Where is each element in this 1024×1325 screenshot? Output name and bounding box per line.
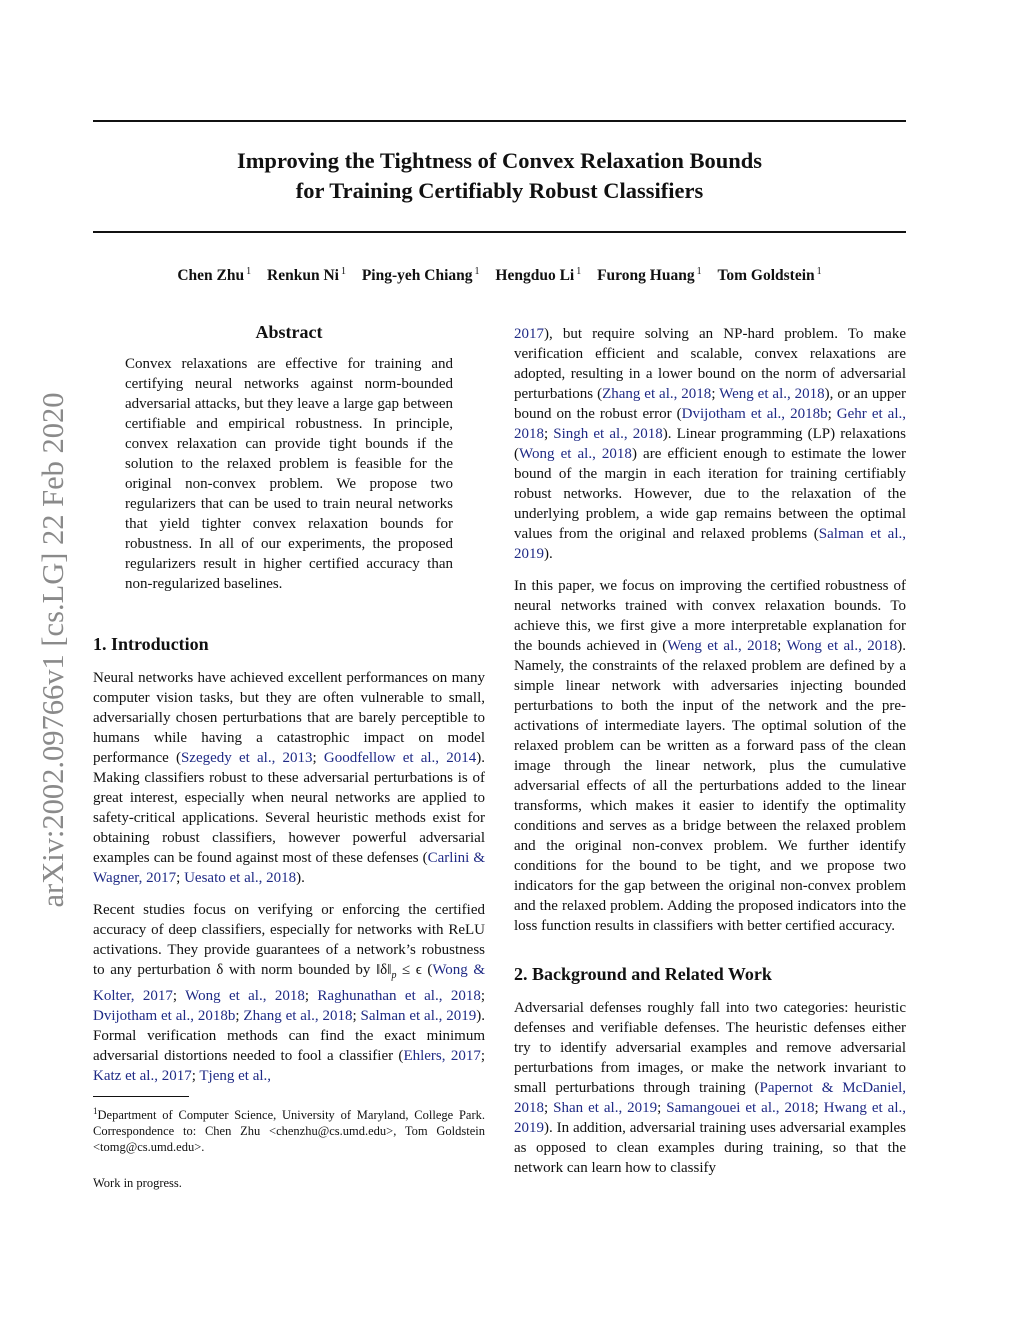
top-rule (93, 120, 906, 122)
citation-link[interactable]: Wong & Kolter, 2017 (93, 962, 485, 1004)
citation-link[interactable]: Samangouei et al., 2018 (666, 1100, 815, 1116)
author (177, 267, 251, 284)
left-column (93, 320, 485, 1191)
text: ). Making classifiers robust to these adversarial perturbations is of great interest, especially when neural networks are applied to safety-critical applications. Several heuristic methods exist for obtaining robust classifiers, however powerful adversarial examples can be found against most of these defenses ( (93, 750, 485, 866)
text: ). (296, 870, 305, 886)
citation-link[interactable]: Papernot & McDaniel, 2018 (514, 1080, 906, 1116)
affiliation-mark: 1 (696, 266, 702, 277)
text: ; (544, 426, 554, 442)
text: ; (777, 638, 787, 654)
intro-paragraph-1 (93, 668, 485, 888)
text: ; (814, 1100, 824, 1116)
norm-subscript: p (391, 970, 397, 981)
text: Recent studies focus on verifying or enforcing the certified accuracy of deep classifiers, especially for networks with ReLU activations. They provide guarantees of a network’s robustness to any perturbation δ with norm bounded by ‖δ‖ (93, 902, 485, 978)
intro-heading: 1. Introduction (93, 634, 209, 654)
affiliation-mark: 1 (340, 266, 346, 277)
text: ). Linear programming (LP) relaxations ( (514, 426, 906, 462)
text: ; (191, 1068, 200, 1084)
text: ; (176, 870, 185, 886)
citation-link[interactable]: Carlini & Wagner, 2017 (93, 850, 485, 886)
citation-link[interactable]: Singh et al., 2018 (553, 426, 663, 442)
text: ). Formal verification methods can find the exact minimum adversarial distortions needed to fool a classifier ( (93, 1008, 485, 1064)
right-column (514, 324, 906, 1178)
citation-link[interactable]: Salman et al., 2019 (360, 1008, 477, 1024)
citation-link[interactable]: Wong et al., 2018 (185, 988, 305, 1004)
text: ). (544, 546, 553, 562)
text: ≤ ϵ ( (396, 962, 433, 978)
citation-link[interactable]: Gehr et al., 2018 (514, 406, 907, 442)
text: ), or an upper bound on the robust error ( (514, 386, 906, 422)
citation-link[interactable]: Szegedy et al., 2013 (180, 750, 313, 766)
right-paragraph-3 (514, 998, 906, 1178)
footnote-rule (93, 1096, 189, 1097)
text: ). In addition, adversarial training uses adversarial examples as opposed to clean examples during training, so that the network can learn how to classify (514, 1120, 906, 1176)
citation-link[interactable]: Raghunathan et al., 2018 (317, 988, 481, 1004)
footnote (93, 1103, 485, 1155)
text: ). Namely, the constraints of the relaxed problem are defined by a simple linear network with adversaries injecting bounded perturbations to both the input of the network and the pre-activations of intermediate layers. The optimal solution of the relaxed problem can be written as a forward pass of the clean image through the linear network, plus the cumulative adversarial effects of all the perturbations added to the linear transforms, which makes it easier to identify the optimality conditions and serves as a bridge between the relaxed problem and the original non-convex problem. We further identify conditions for the bound to be tight, and we propose two indicators for the gap between the original non-convex problem and the relaxed problem. Adding the proposed indicators into the loss function results in classifiers with better certified accuracy. (514, 638, 906, 934)
citation-link[interactable]: Salman et al., 2019 (514, 526, 906, 562)
text: In this paper, we focus on improving the certified robustness of neural networks trained with convex relaxation bounds. To achieve this, we first give a more interpretable explanation for the bounds achieved in ( (514, 578, 906, 654)
footnote-mark: 1 (93, 1106, 98, 1116)
abstract-heading: Abstract (255, 322, 323, 342)
citation-link[interactable]: 2017 (514, 326, 544, 342)
paper-title (93, 146, 906, 206)
text: ; (544, 1100, 554, 1116)
citation-link[interactable]: Dvijotham et al., 2018b (93, 1008, 236, 1024)
citation-link[interactable]: Shan et al., 2019 (553, 1100, 658, 1116)
text: ; (312, 750, 324, 766)
author-name: Hengduo Li (495, 267, 575, 285)
author-name: Furong Huang (597, 267, 695, 285)
text: ; (304, 988, 318, 1004)
text: ; (352, 1008, 361, 1024)
text: ; (235, 1008, 244, 1024)
affiliation-mark: 1 (576, 266, 582, 277)
text: ; (480, 988, 485, 1004)
author (495, 267, 581, 284)
author (597, 267, 701, 284)
text: ), but require solving an NP-hard problem. To make verification efficient and scalable, convex relaxations are adopted, resulting in a lower bound on the norm of adversarial perturbations ( (514, 326, 906, 402)
citation-link[interactable]: Hwang et al., 2019 (514, 1100, 906, 1136)
right-paragraph-2 (514, 576, 906, 936)
citation-link[interactable]: Dvijotham et al., 2018b (681, 406, 828, 422)
citation-link[interactable]: Zhang et al., 2018 (243, 1008, 353, 1024)
right-paragraph-1 (514, 324, 906, 564)
citation-link[interactable]: Ehlers, 2017 (403, 1048, 481, 1064)
citation-link[interactable]: Tjeng et al., (199, 1068, 272, 1084)
work-in-progress-note: Work in progress. (93, 1176, 182, 1191)
affiliation-mark: 1 (246, 266, 252, 277)
text: ; (657, 1100, 667, 1116)
title-line-1: Improving the Tightness of Convex Relaxation Bounds (236, 148, 763, 173)
text: ; (827, 406, 837, 422)
citation-link[interactable]: Weng et al., 2018 (667, 638, 778, 654)
citation-link[interactable]: Goodfellow et al., 2014 (323, 750, 477, 766)
affiliation-mark: 1 (816, 266, 822, 277)
author (717, 267, 821, 284)
author (267, 267, 346, 284)
text: Neural networks have achieved excellent performances on many computer vision tasks, but they are often vulnerable to small, adversarially chosen perturbations that are barely perceptible to humans while having a catastrophic impact on model performance ( (93, 670, 485, 766)
citation-link[interactable]: Zhang et al., 2018 (602, 386, 712, 402)
author-name: Tom Goldstein (717, 267, 815, 285)
author-name: Renkun Ni (267, 267, 339, 285)
text: ; (711, 386, 720, 402)
citation-link[interactable]: Uesato et al., 2018 (184, 870, 297, 886)
bottom-rule (93, 231, 906, 233)
author-list (93, 266, 906, 285)
text: Adversarial defenses roughly fall into two categories: heuristic defenses and verifiable defenses. The heuristic defenses either try to identify adversarial examples and remove adversarial perturbations from images, or make the network invariant to small perturbations through training ( (514, 1000, 906, 1096)
abstract-text: Convex relaxations are effective for training and certifying neural networks against norm-bounded adversarial attacks, but they leave a large gap between certifiable and empirical robustness. In principle, convex relaxation can provide tight bounds if the solution to the relaxed problem is feasible for the original non-convex problem. We propose two regularizers that can be used to train neural networks that yield tighter convex relaxation bounds for robustness. In all of our experiments, the proposed regularizers result in higher certified accuracy than non-regularized baselines. (125, 356, 453, 592)
citation-link[interactable]: Wong et al., 2018 (786, 638, 898, 654)
title-line-2: for Training Certifiably Robust Classifiers (295, 178, 704, 203)
footnote-text: Department of Computer Science, University of Maryland, College Park. Correspondence to: Chen Zhu <chenzhu@cs.umd.edu>, Tom Goldstein <tomg@cs.umd.edu>. (93, 1108, 485, 1155)
citation-link[interactable]: Wong et al., 2018 (519, 446, 632, 462)
author-name: Chen Zhu (177, 267, 245, 285)
citation-link[interactable]: Katz et al., 2017 (93, 1068, 192, 1084)
text: ; (172, 988, 186, 1004)
intro-paragraph-2 (93, 900, 485, 1086)
text: ; (480, 1048, 485, 1064)
arxiv-stamp: arXiv:2002.09766v1 [cs.LG] 22 Feb 2020 (36, 392, 70, 908)
citation-link[interactable]: Weng et al., 2018 (719, 386, 825, 402)
background-heading: 2. Background and Related Work (514, 964, 772, 984)
text: ) are efficient enough to estimate the lower bound of the margin in each iteration for training certifiably robust networks. However, due to the relaxation of the underlying problem, a wide gap remains between the optimal values from the original and relaxed problems ( (514, 446, 906, 542)
author (362, 267, 480, 284)
author-name: Ping-yeh Chiang (361, 267, 473, 285)
affiliation-mark: 1 (474, 266, 480, 277)
